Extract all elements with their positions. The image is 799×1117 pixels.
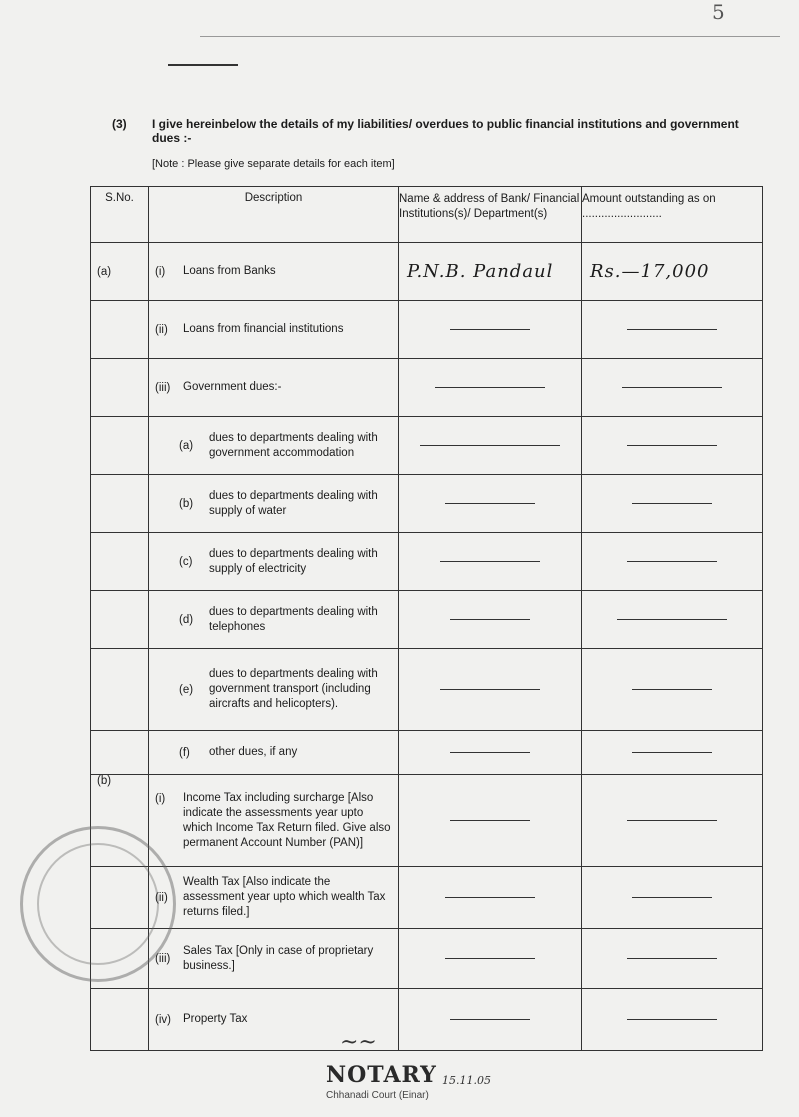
liabilities-table — [90, 186, 763, 1051]
cell-bank — [399, 243, 582, 301]
description-text: dues to departments dealing with supply of water — [209, 489, 378, 517]
cell-sno — [91, 591, 149, 649]
description-text: Loans from financial institutions — [183, 323, 344, 335]
item-marker: (iii) — [155, 952, 171, 965]
sub-item-marker: (a) — [179, 439, 194, 452]
cell-description — [149, 243, 399, 301]
cell-description — [149, 417, 399, 475]
header-description: Description — [149, 187, 399, 243]
cell-description — [149, 775, 399, 867]
handwritten-dash — [445, 897, 535, 898]
cell-sno: (b) — [91, 775, 149, 867]
header-amount: Amount outstanding as on ......................... — [582, 187, 763, 243]
sub-item-marker: (b) — [179, 497, 194, 510]
cell-amount — [582, 929, 763, 989]
handwritten-dash — [622, 387, 722, 388]
section-note: [Note : Please give separate details for each item] — [152, 158, 395, 170]
handwritten-dash — [440, 561, 540, 562]
item-marker: (iii) — [155, 381, 171, 394]
cell-sno — [91, 475, 149, 533]
sub-item-marker: (e) — [179, 683, 194, 696]
handwritten-dash — [627, 561, 717, 562]
cell-amount — [582, 301, 763, 359]
cell-amount — [582, 243, 763, 301]
handwritten-dash — [632, 503, 712, 504]
table-row — [91, 301, 763, 359]
description-wrap — [155, 489, 392, 519]
table-row — [91, 243, 763, 301]
cell-amount — [582, 475, 763, 533]
cell-description — [149, 867, 399, 929]
table-row — [91, 775, 763, 867]
item-marker: (i) — [155, 792, 166, 805]
description-wrap — [155, 264, 392, 279]
description-wrap — [155, 431, 392, 461]
handwritten-dash — [450, 752, 530, 753]
table-row — [91, 475, 763, 533]
handwritten-dash — [627, 445, 717, 446]
cell-description — [149, 475, 399, 533]
item-marker: (ii) — [155, 323, 168, 336]
notary-signature: ~~ — [340, 1030, 377, 1055]
cell-bank — [399, 533, 582, 591]
cell-amount — [582, 731, 763, 775]
handwritten-dash — [627, 958, 717, 959]
item-marker: (i) — [155, 265, 166, 278]
sub-item-marker: (c) — [179, 555, 193, 568]
sub-item-marker: (f) — [179, 746, 190, 759]
description-wrap — [155, 745, 392, 760]
cell-sno — [91, 929, 149, 989]
handwritten-dash — [617, 619, 727, 620]
page-number: 5 — [712, 0, 725, 24]
handwritten-dash — [627, 1019, 717, 1020]
description-text: Property Tax — [183, 1013, 248, 1025]
cell-amount — [582, 649, 763, 731]
table-row — [91, 591, 763, 649]
handwritten-dash — [450, 329, 530, 330]
description-wrap — [155, 605, 392, 635]
handwritten-dash — [632, 752, 712, 753]
cell-sno — [91, 867, 149, 929]
section-heading: I give hereinbelow the details of my liabilities/ overdues to public financial institutions and government dues :- — [152, 117, 739, 145]
cell-bank — [399, 989, 582, 1051]
section-number: (3) — [112, 117, 127, 131]
description-text: Wealth Tax [Also indicate the assessment year upto which wealth Tax returns filed.] — [183, 876, 386, 918]
description-wrap — [155, 322, 392, 337]
cell-bank — [399, 867, 582, 929]
cell-sno — [91, 649, 149, 731]
cell-sno — [91, 731, 149, 775]
description-wrap — [155, 547, 392, 577]
description-text: dues to departments dealing with telephones — [209, 605, 378, 633]
cell-sno — [91, 533, 149, 591]
handwritten-dash — [450, 1019, 530, 1020]
cell-description — [149, 591, 399, 649]
cell-description — [149, 731, 399, 775]
table-row — [91, 417, 763, 475]
description-text: Loans from Banks — [183, 265, 276, 277]
pen-mark — [168, 64, 238, 66]
cell-amount — [582, 775, 763, 867]
cell-bank — [399, 301, 582, 359]
description-text: Government dues:- — [183, 381, 282, 393]
table-row — [91, 649, 763, 731]
cell-sno — [91, 359, 149, 417]
cell-amount — [582, 533, 763, 591]
notary-place: Chhanadi Court (Einar) — [326, 1090, 429, 1101]
handwritten-dash — [445, 958, 535, 959]
handwritten-dash — [627, 329, 717, 330]
cell-bank — [399, 417, 582, 475]
cell-sno — [91, 301, 149, 359]
table-header-row — [91, 187, 763, 243]
handwritten-dash — [440, 689, 540, 690]
header-rule — [200, 36, 780, 37]
description-wrap — [155, 791, 392, 851]
table-row — [91, 867, 763, 929]
cell-amount — [582, 591, 763, 649]
item-marker: (iv) — [155, 1013, 171, 1026]
cell-description — [149, 359, 399, 417]
description-text: dues to departments dealing with government accommodation — [209, 431, 378, 459]
cell-bank — [399, 731, 582, 775]
sub-item-marker: (d) — [179, 613, 194, 626]
cell-amount — [582, 867, 763, 929]
description-text: dues to departments dealing with government transport (including aircrafts and helicopters). — [209, 668, 378, 710]
handwritten-dash — [450, 820, 530, 821]
description-text: Income Tax including surcharge [Also indicate the assessments year upto which Income Tax Return filed. Give also permanent Account Number (PAN)] — [183, 791, 391, 849]
cell-sno: (a) — [91, 243, 149, 301]
item-marker: (ii) — [155, 891, 168, 904]
cell-sno — [91, 989, 149, 1051]
table-row — [91, 359, 763, 417]
cell-description — [149, 301, 399, 359]
handwritten-dash — [445, 503, 535, 504]
handwritten-dash — [450, 619, 530, 620]
cell-bank — [399, 359, 582, 417]
table-row — [91, 929, 763, 989]
handwritten-bank: P.N.B. Pandaul — [407, 261, 554, 282]
cell-bank — [399, 775, 582, 867]
cell-amount — [582, 417, 763, 475]
table-row — [91, 989, 763, 1051]
table-row — [91, 731, 763, 775]
cell-description — [149, 649, 399, 731]
table-row — [91, 533, 763, 591]
description-wrap — [155, 1012, 392, 1027]
description-wrap — [155, 944, 392, 974]
cell-description — [149, 533, 399, 591]
description-wrap — [155, 667, 392, 712]
handwritten-dash — [627, 820, 717, 821]
handwritten-dash — [420, 445, 560, 446]
handwritten-dash — [632, 897, 712, 898]
description-wrap — [155, 380, 392, 395]
header-bank: Name & address of Bank/ Financial Institutions(s)/ Department(s) — [399, 187, 582, 243]
cell-amount — [582, 359, 763, 417]
header-sno: S.No. — [91, 187, 149, 243]
cell-description — [149, 929, 399, 989]
cell-bank — [399, 475, 582, 533]
cell-amount — [582, 989, 763, 1051]
cell-bank — [399, 929, 582, 989]
description-text: Sales Tax [Only in case of proprietary business.] — [183, 944, 374, 972]
notary-date: 15.11.05 — [442, 1074, 491, 1087]
description-text: other dues, if any — [209, 746, 298, 758]
notary-title: NOTARY — [326, 1062, 437, 1088]
handwritten-dash — [435, 387, 545, 388]
description-wrap — [155, 875, 392, 920]
handwritten-dash — [632, 689, 712, 690]
handwritten-amount: Rs.—17,000 — [590, 261, 710, 282]
cell-sno — [91, 417, 149, 475]
cell-bank — [399, 591, 582, 649]
description-text: dues to departments dealing with supply of electricity — [209, 547, 378, 575]
cell-bank — [399, 649, 582, 731]
